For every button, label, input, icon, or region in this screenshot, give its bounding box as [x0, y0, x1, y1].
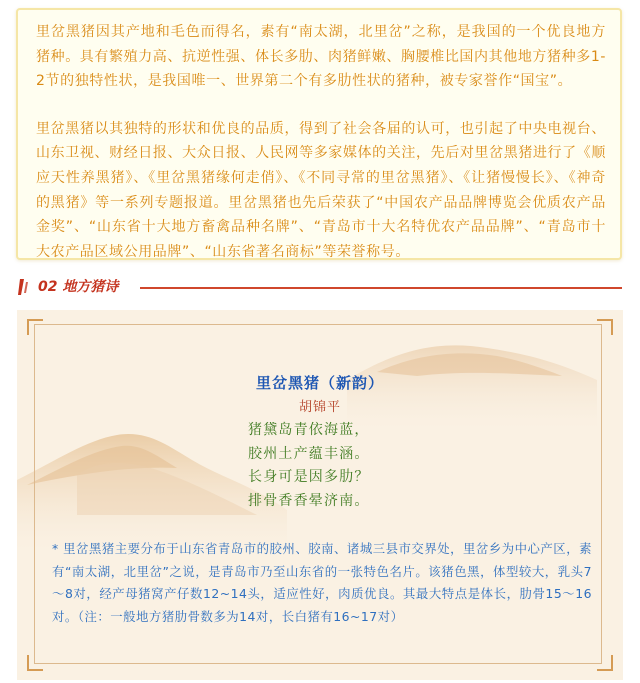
brush-mark-icon — [16, 278, 34, 296]
frame-corner-icon — [27, 655, 43, 671]
frame-corner-icon — [27, 319, 43, 335]
intro-paragraph-1: 里岔黑猪因其产地和毛色而得名，素有“南太湖，北里岔”之称，是我国的一个优良地方猪种。具有繁殖力高、抗逆性强、体长多肋、肉猪鲜嫩、胸腰椎比国内其他地方猪种多1-2节的独特性状，是我国唯一、世界第二个有多肋性状的猪种，被专家誉作“国宝”。 — [36, 24, 606, 90]
section-title: 02 地方猪诗 — [38, 279, 119, 295]
intro-paragraph-2: 里岔黑猪以其独特的形状和优良的品质，得到了社会各届的认可，也引起了中央电视台、山东卫视、财经日报、大众日报、人民网等多家媒体的关注，先后对里岔黑猪进行了《顺应天性养黑猪》、《里岔黑猪缘何走俏》、《不同寻常的里岔黑猪》、《让猪慢慢长》、《神奇的黑猪》等一系列专题报道。里岔黑猪也先后荣获了“中国农产品品牌博览会优质农产品金奖”、“山东省十大地方畜禽品种名牌”、“青岛市十大名特优农产品品牌”、“青岛市十大农产品区域公用品牌”、“山东省著名商标”等荣誉称号。 — [36, 120, 606, 260]
poem-note: * 里岔黑猪主要分布于山东省青岛市的胶州、胶南、诸城三县市交界处，里岔乡为中心产区，素有“南太湖，北里岔”之说，是青岛市乃至山东省的一张特色名片。该猪色黑，体型较大，乳头7～8对，经产母猪窝产仔数12~14头，适应性好，肉质优良。其最大特点是体长，肋骨15～16对。（注：一般地方猪肋骨数多为14对，长白猪有16~17对） — [52, 541, 592, 624]
poem-line: 猪黛岛青依海蓝， — [248, 422, 370, 438]
poem-title: 里岔黑猪（新韵） — [255, 374, 384, 392]
poem-card — [17, 310, 623, 680]
poem-author: 胡锦平 — [298, 400, 341, 415]
section-heading — [16, 276, 622, 298]
poem-line: 排骨香香晕济南。 — [248, 492, 370, 509]
poem-line: 胶州土产蕴丰涵。 — [248, 445, 370, 462]
poem-lines — [248, 419, 370, 513]
heading-divider — [140, 287, 622, 289]
poem-line: 长身可是因多肋？ — [248, 469, 370, 485]
intro-card — [16, 8, 622, 260]
frame-corner-icon — [597, 319, 613, 335]
frame-corner-icon — [597, 655, 613, 671]
